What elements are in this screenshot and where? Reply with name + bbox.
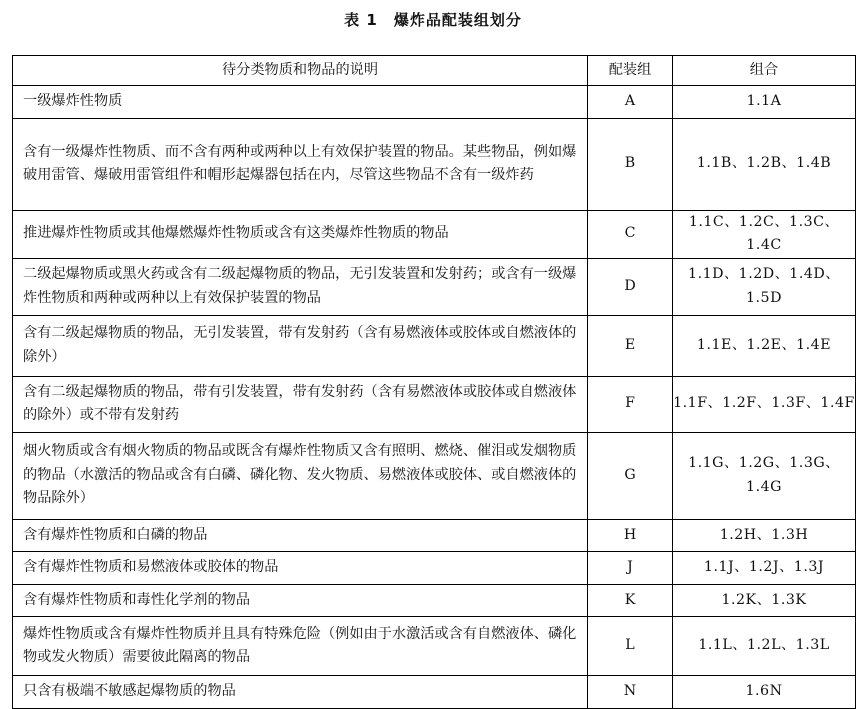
table-row bbox=[13, 676, 856, 709]
row-description: 烟火物质或含有烟火物质的物品或既含有爆炸性物质又含有照明、燃烧、催泪或发烟物质的物品（水激活的物品或含有白磷、磷化物、发火物质、易燃液体或胶体、或自燃液体的物品除外） bbox=[13, 432, 588, 519]
row-group: E bbox=[588, 315, 673, 376]
row-description: 推进爆炸性物质或其他爆燃爆炸性物质或含有这类爆炸性物质的物品 bbox=[13, 210, 588, 258]
row-combination: 1.1E、1.2E、1.4E bbox=[673, 315, 856, 376]
row-description: 含有一级爆炸性物质、而不含有两种或两种以上有效保护装置的物品。某些物品，例如爆破用雷管、爆破用雷管组件和帽形起爆器包括在内，尽管这些物品不含有一级炸药 bbox=[13, 118, 588, 210]
row-combination: 1.1L、1.2L、1.3L bbox=[673, 617, 856, 676]
row-group: N bbox=[588, 676, 673, 709]
row-description: 含有爆炸性物质和白磷的物品 bbox=[13, 519, 588, 552]
row-group: J bbox=[588, 552, 673, 585]
header-compatibility-group: 配装组 bbox=[588, 56, 673, 86]
row-combination: 1.2H、1.3H bbox=[673, 519, 856, 552]
row-group: F bbox=[588, 376, 673, 432]
header-combination: 组合 bbox=[673, 56, 856, 86]
row-group: C bbox=[588, 210, 673, 258]
row-description: 二级起爆物质或黑火药或含有二级起爆物质的物品，无引发装置和发射药；或含有一级爆炸性物质和两种或两种以上有效保护装置的物品 bbox=[13, 258, 588, 315]
row-group: D bbox=[588, 258, 673, 315]
table-row bbox=[13, 584, 856, 617]
header-description: 待分类物质和物品的说明 bbox=[13, 56, 588, 86]
row-group: A bbox=[588, 86, 673, 119]
row-group: G bbox=[588, 432, 673, 519]
row-description: 一级爆炸性物质 bbox=[13, 86, 588, 119]
row-group: L bbox=[588, 617, 673, 676]
table-row bbox=[13, 118, 856, 210]
table-title: 表 1 爆炸品配装组划分 bbox=[344, 11, 522, 29]
row-combination: 1.1G、1.2G、1.3G、1.4G bbox=[673, 432, 856, 519]
table-row bbox=[13, 519, 856, 552]
row-description: 含有爆炸性物质和毒性化学剂的物品 bbox=[13, 584, 588, 617]
table-row bbox=[13, 432, 856, 519]
table-row bbox=[13, 315, 856, 376]
row-group: K bbox=[588, 584, 673, 617]
row-combination: 1.1C、1.2C、1.3C、1.4C bbox=[673, 210, 856, 258]
row-combination: 1.1F、1.2F、1.3F、1.4F bbox=[673, 376, 856, 432]
table-row bbox=[13, 552, 856, 585]
explosives-compatibility-table bbox=[12, 55, 856, 709]
row-combination: 1.2K、1.3K bbox=[673, 584, 856, 617]
row-description: 含有爆炸性物质和易燃液体或胶体的物品 bbox=[13, 552, 588, 585]
table-row bbox=[13, 376, 856, 432]
row-combination: 1.1A bbox=[673, 86, 856, 119]
row-description: 含有二级起爆物质的物品，带有引发装置，带有发射药（含有易燃液体或胶体或自燃液体的除外）或不带有发射药 bbox=[13, 376, 588, 432]
table-header-row bbox=[13, 56, 856, 86]
table-row bbox=[13, 86, 856, 119]
row-group: B bbox=[588, 118, 673, 210]
table-row bbox=[13, 617, 856, 676]
row-description: 只含有极端不敏感起爆物质的物品 bbox=[13, 676, 588, 709]
row-combination: 1.6N bbox=[673, 676, 856, 709]
table-row bbox=[13, 258, 856, 315]
row-combination: 1.1B、1.2B、1.4B bbox=[673, 118, 856, 210]
row-description: 含有二级起爆物质的物品，无引发装置，带有发射药（含有易燃液体或胶体或自燃液体的除外） bbox=[13, 315, 588, 376]
row-combination: 1.1D、1.2D、1.4D、1.5D bbox=[673, 258, 856, 315]
table-row bbox=[13, 210, 856, 258]
row-description: 爆炸性物质或含有爆炸性物质并且具有特殊危险（例如由于水激活或含有自燃液体、磷化物或发火物质）需要彼此隔离的物品 bbox=[13, 617, 588, 676]
row-group: H bbox=[588, 519, 673, 552]
row-combination: 1.1J、1.2J、1.3J bbox=[673, 552, 856, 585]
